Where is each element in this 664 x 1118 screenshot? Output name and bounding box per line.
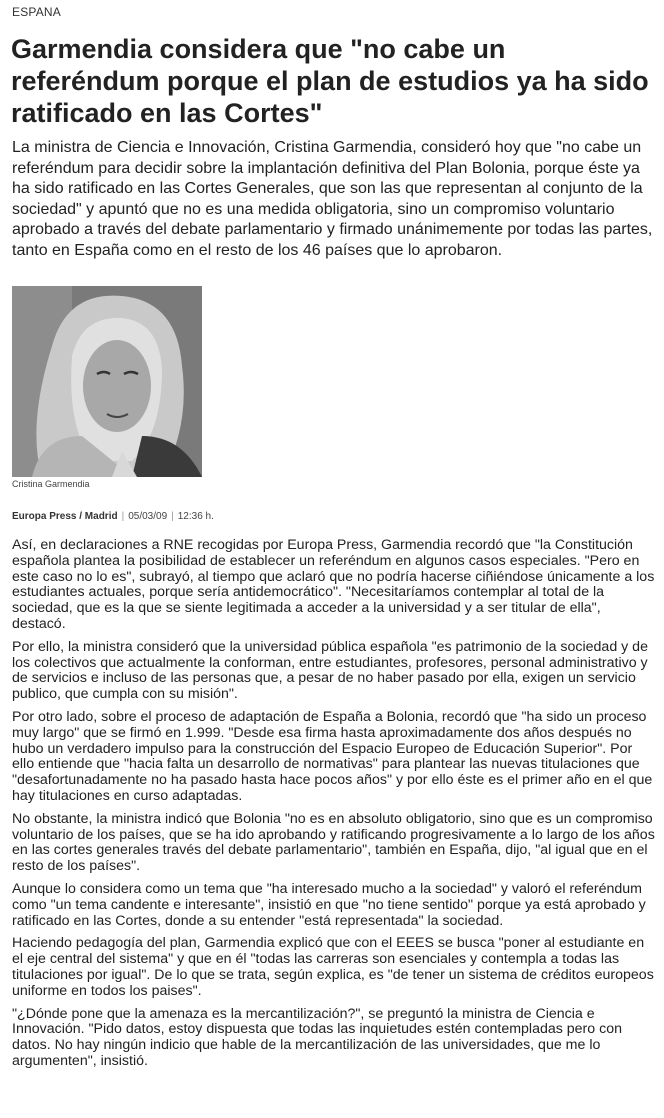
- article-paragraph: Aunque lo considera como un tema que "ha interesado mucho a la sociedad" y valoró el referéndum como "un tema candente e interesante", insistió en que "no tiene sentido" porque ya está aprobado y ratificado en las Cortes, donde a su entender "está representada" la sociedad.: [12, 880, 646, 929]
- article-paragraph: Así, en declaraciones a RNE recogidas por Europa Press, Garmendia recordó que "la Constitución española plantea la posibilidad de establecer un referéndum en algunos casos especiales. "Pero en este caso no lo es", subrayó, al tiempo que aclaró que no podría hacerse ciñiéndose únicamente a los estudiantes actuales, porque sería antidemocrático". "Necesitaríamos contemplar al total de la sociedad, que es la que se siente legitimada a acceder a la universidad y a ser titular de ella", destacó.: [12, 537, 655, 632]
- article-photo: [12, 286, 202, 477]
- byline-separator: |: [121, 511, 125, 522]
- byline-separator: |: [171, 511, 174, 522]
- photo-caption: Cristina Garmendia: [12, 479, 90, 489]
- byline-date: 05/03/09: [128, 511, 168, 522]
- article-body: [12, 538, 657, 1077]
- byline-time: 12:36 h.: [177, 511, 214, 522]
- article-lead: La ministra de Ciencia e Innovación, Cristina Garmendia, consideró hoy que "no cabe un referéndum para decidir sobre la implantación definitiva del Plan Bolonia, porque éste ya ha sido ratificado en las Cortes Generales, que son las que representan al conjunto de la sociedad" y apuntó que no es una medida obligatoria, sino un compromiso voluntario aprobado a través del debate parlamentario y firmado unánimemente por todas las partes, tanto en España como en el resto de los 46 países que lo aprobaron.: [12, 139, 653, 259]
- article-paragraph: Haciendo pedagogía del plan, Garmendia explicó que con el EEES se busca "poner al estudiante en el eje central del sistema" y que en él "todas las carreras son esenciales y contempla a todas las titulaciones por igual". De lo que se trata, según explica, es "de tener un sistema de créditos europeos uniforme en todos los paises".: [12, 935, 654, 999]
- article-paragraph: Por otro lado, sobre el proceso de adaptación de España a Bolonia, recordó que "ha sido un proceso muy largo" que se firmó en 1.999. "Desde esa firma hasta aproximadamente dos años después no hubo un verdadero impulso para la construcción del Espacio Europeo de Educación Superior". Por ello entiende que "hacia falta un desarrollo de normativas" para plantear las nuevas titulaciones que "desafortunadamente no ha pasado hasta hace pocos años" y por ello éste es el primer año en el que hay titulaciones en curso adaptadas.: [12, 708, 653, 804]
- portrait-image: [12, 286, 202, 477]
- article-paragraph: "¿Dónde pone que la amenaza es la mercantilización?", se preguntó la ministra de Ciencia e Innovación. "Pido datos, estoy dispuesta que todas las inquietudes estén contempladas pero con datos. No hay ningún indicio que hable de la mercantilización de las universidades, que me lo argumenten", insistió.: [12, 1005, 622, 1069]
- article-paragraph: Por ello, la ministra consideró que la universidad pública española "es patrimonio de la sociedad y de los colectivos que actualmente la conforman, entre estudiantes, profesores, personal administrativo y de servicios e incluso de las personas que, a pesar de no haber pasado por ella, exigen un servicio publico, que cumpla con su misión".: [12, 638, 648, 703]
- byline: [12, 511, 214, 522]
- byline-agency: Europa Press / Madrid: [12, 511, 118, 522]
- article-headline: Garmendia considera que "no cabe un referéndum porque el plan de estudios ya ha sido ratificado en las Cortes": [11, 34, 649, 128]
- article-paragraph: No obstante, la ministra indicó que Bolonia "no es en absoluto obligatorio, sino que es un compromiso voluntario de los países, que se ha ido aprobando y ratificando progresivamente a lo largo de los años en las cortes generales través del debate parlamentario", también en España, dijo, "al igual que en el resto de los países".: [12, 810, 655, 875]
- section-label: ESPANA: [12, 5, 61, 19]
